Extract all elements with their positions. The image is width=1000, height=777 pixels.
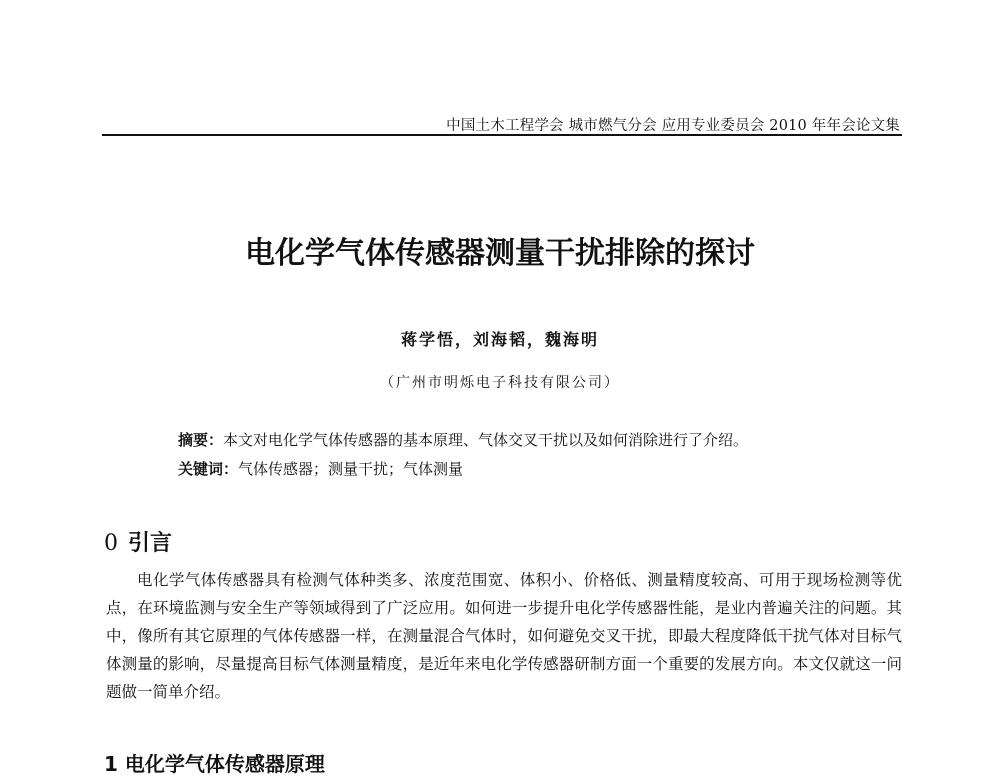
section-heading-principle: 1 电化学气体传感器原理 <box>104 752 325 776</box>
abstract-text: 本文对电化学气体传感器的基本原理、气体交叉干扰以及如何消除进行了介绍。 <box>223 431 749 449</box>
affiliation: （广州市明烁电子科技有限公司） <box>380 375 620 391</box>
section-number: 0 <box>104 531 118 556</box>
header-rule <box>102 134 902 136</box>
paper-title: 电化学气体传感器测量干扰排除的探讨 <box>245 236 755 271</box>
introduction-paragraph: 电化学气体传感器具有检测气体种类多、浓度范围宽、体积小、价格低、测量精度较高、可用于现场检测等优点，在环境监测与安全生产等领域得到了广泛应用。如何进一步提升电化学传感器性能，是业内普遍关注的问题。其中，像所有其它原理的气体传感器一样，在测量混合气体时，如何避免交叉干扰，即最大程度降低干扰气体对目标气体测量的影响，尽量提高目标气体测量精度，是近年来电化学传感器研制方面一个重要的发展方向。本文仅就这一问题做一简单介绍。 <box>106 571 902 701</box>
abstract <box>178 429 748 450</box>
authors: 蒋学悟，刘海韬，魏海明 <box>400 330 599 349</box>
running-header: 中国土木工程学会 城市燃气分会 应用专业委员会 2010 年年会论文集 <box>446 118 900 134</box>
keywords-label: 关键词： <box>178 460 239 478</box>
abstract-label: 摘要： <box>178 431 224 449</box>
section-heading-introduction <box>104 526 172 557</box>
keywords <box>178 458 463 479</box>
keywords-text: 气体传感器；测量干扰；气体测量 <box>238 460 464 478</box>
section-title: 引言 <box>128 531 173 556</box>
